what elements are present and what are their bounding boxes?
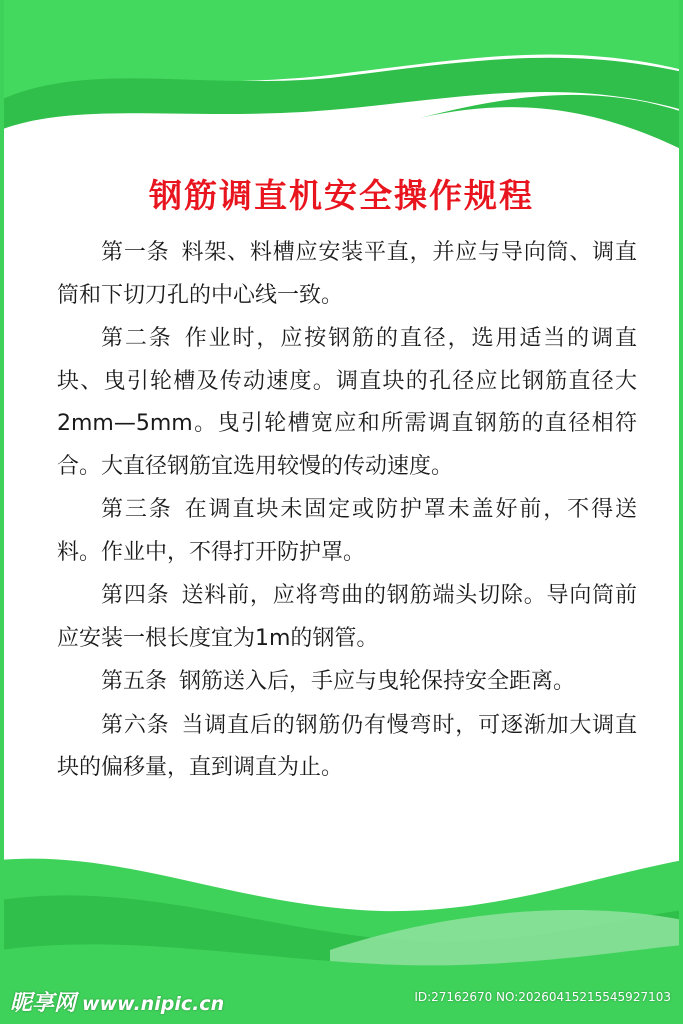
- watermark-url: www.nipic.cn: [82, 993, 225, 1015]
- article-text: 作业时，应按钢筋的直径，选用适当的调直块、曳引轮槽及传动速度。调直块的孔径应比钢筋直径大2mm—5mm。曳引轮槽宽应和所需调直钢筋的直径相符合。大直径钢筋宜选用较慢的传动速度。: [57, 326, 637, 479]
- article-2: [57, 318, 637, 489]
- rules-body: [57, 232, 637, 791]
- article-number: 第一条: [101, 240, 170, 265]
- article-number: 第六条: [101, 712, 170, 738]
- article-text: 送料前，应将弯曲的钢筋端头切除。导向筒前应安装一根长度宜为1m的钢管。: [57, 583, 637, 651]
- article-number: 第二条: [101, 326, 173, 351]
- article-5: [57, 661, 637, 705]
- article-text: 料架、料槽应安装平直，并应与导向筒、调直筒和下切刀孔的中心线一致。: [57, 240, 637, 308]
- image-id-line: ID:27162670 NO:20260415215545927103: [414, 990, 671, 1004]
- article-number: 第五条: [101, 669, 168, 694]
- page-title: 钢筋调直机安全操作规程: [149, 176, 534, 215]
- article-text: 在调直块未固定或防护罩未盖好前，不得送料。作业中，不得打开防护罩。: [57, 497, 637, 565]
- article-number: 第三条: [101, 497, 173, 522]
- article-1: [57, 232, 637, 318]
- article-text: 当调直后的钢筋仍有慢弯时，可逐渐加大调直块的偏移量，直到调直为止。: [57, 712, 637, 780]
- watermark-brand: 昵享网: [10, 991, 77, 1016]
- watermark-logo: [10, 986, 224, 1017]
- top-green-wave: [0, 0, 683, 170]
- article-text: 钢筋送入后，手应与曳轮保持安全距离。: [179, 669, 576, 694]
- article-6: [57, 705, 637, 791]
- article-4: [57, 575, 637, 661]
- article-3: [57, 489, 637, 575]
- article-number: 第四条: [101, 583, 170, 608]
